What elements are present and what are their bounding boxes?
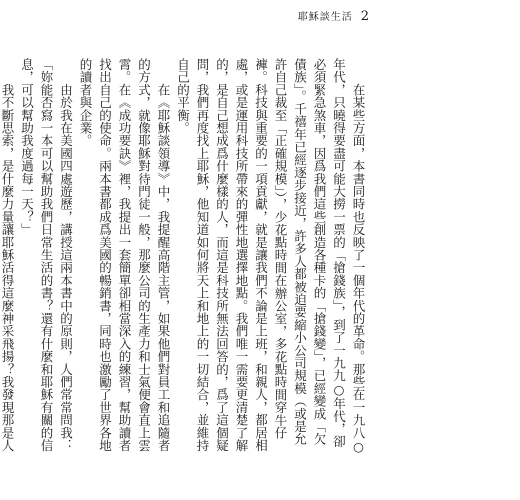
paragraph: 我不斷思索，是什麼力量讓耶穌活得這麼神采飛揚？我發現那是人: [0, 83, 15, 452]
page-number: 2: [360, 9, 370, 24]
paragraph: 在《耶穌談領導》中，我提醒高階主管，如果他們對員工和追隨者的方式，就像耶穌對待門徒一般，那麼公司的生產力和士氣便會直上雲霄。在《成功要訣》裡，我提出一套簡單卻相當深入的練習，幫助讀者找出自己的使命。兩本書都成爲美國的暢銷書，同時也激勵了世界各地的讀者與企業。: [78, 58, 171, 452]
paragraph: 由於我在美國四處遊歷，講授這兩本書中的原則，人們常常問我：「妳能否寫一本可以幫助我們日常生活的書？還有什麼和耶穌有關的信息，可以幫助我度過每一天？」: [19, 58, 74, 452]
book-title: 耶穌談生活: [297, 12, 353, 23]
running-header: [298, 8, 370, 24]
body-text: [0, 58, 368, 458]
paragraph: 在某些方面，本書同時也反映了一個年代的革命。那些在一九八○年代，只曉得要盡可能大撈一票的「搶錢族」，到了一九九○年代，卻必須緊急煞車，因爲我們這些創造各種卡的「搶錢變」，已經變成「欠債族」。千禧年已經逐步接近，許多人都被迫要縮小公司規模（或是允許自己裁至「正確規模」），少花點時間在辦公室，多花點時間穿牛仔褲。科技與重要的一項貢獻，就是讓我們不論是上班，和親人，都居相處，或是運用科技所帶來的彈性地選擇地點。我們唯一需要更清楚了解的，是自己想成爲什麼樣的人，而這是科技所無法回答的，爲了這個疑問，我們再度找上耶穌，他知道如何將天上和地上的一切結合，並維持自己的平衡。: [175, 58, 366, 455]
